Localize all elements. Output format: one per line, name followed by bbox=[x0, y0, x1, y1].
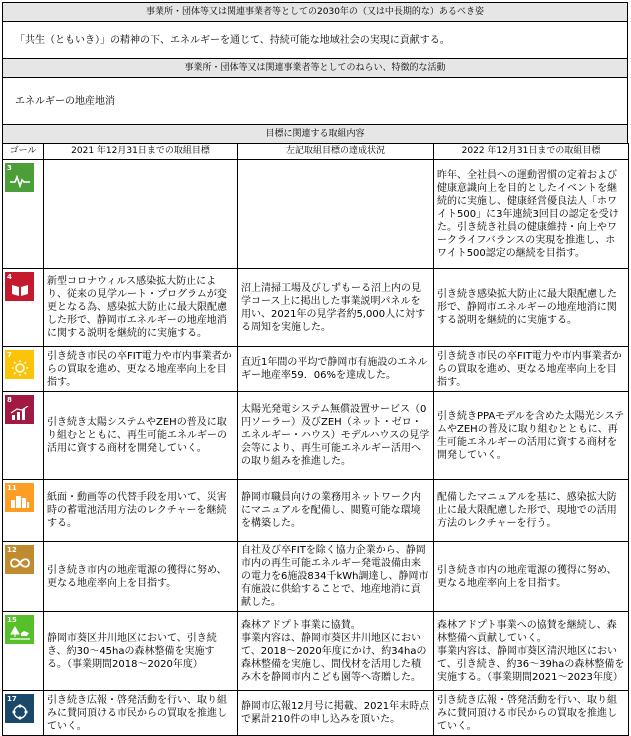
status-cell: 森林アドプト事業に協賛。 事業内容は、静岡市葵区井川地区において、2018～2020年度にかけ、約34haの森林整備を実施し、間伐材を活用した積み木を静岡市内こども園等へ寄贈した。 bbox=[238, 612, 434, 691]
target-2022-cell: 昨年、全社員への運動習慣の定着および健康意識向上を目的としたイベントを継続的に実施し、健康経営優良法人「ホワイト500」に3年連続3回目の認定を受けた。引き続き社員の健康維持・向上やワークライフバランスの実現を推進し、ホワイト500認定の継続を目指す。 bbox=[434, 160, 629, 269]
targets-heading: 目標に関連する取組内容 bbox=[2, 124, 628, 143]
target-2022-cell: 引き続き感染拡大防止に最大限配慮した形で、静岡市エネルギーの地産地消に関する説明を継続的に実施する。 bbox=[434, 269, 629, 347]
target-2022-cell: 森林アドプト事業への協賛を継続し、森林整備へ貢献していく。 事業内容は、静岡市葵区清沢地区において、引き続き、約36～39haの森林整備を実施する。（事業期間2021～2023年度） bbox=[434, 612, 629, 691]
table-row bbox=[3, 392, 629, 480]
status-cell: 直近1年間の平均で静岡市有施設のエネルギー地産率59．06%を達成した。 bbox=[238, 347, 434, 392]
target-2021-cell bbox=[44, 160, 238, 269]
target-2021-cell: 新型コロナウィルス感染拡大防止により、従来の見学ルート・プログラムが変更となる為、感染拡大防止に最大限配慮した形で、静岡市エネルギーの地産地消に関する説明を継続的に実施する。 bbox=[44, 269, 238, 347]
goal-cell bbox=[3, 347, 44, 392]
aims-heading: 事業所・団体等又は関連事業者等としてのねらい、特徴的な活動 bbox=[2, 58, 628, 77]
status-cell: 太陽光発電システム無償設置サービス（0円ソーラー）及びZEH（ネット・ゼロ・エネルギー・ハウス）モデルハウスの見学会等により、再生可能エネルギー活用への取り組みを推進した。 bbox=[238, 392, 434, 480]
status-cell: 自社及び卒FITを除く協力企業から、静岡市内の再生可能エネルギー発電設備由来の電力を6施設834千kWh調達し、静岡市有施設に供給することで、地産地消に貢献した。 bbox=[238, 542, 434, 612]
table-row bbox=[3, 160, 629, 269]
target-2021-cell: 引き続き市民の卒FIT電力や市内事業者からの買取を進め、更なる地産率向上を目指す。 bbox=[44, 347, 238, 392]
goal-cell bbox=[3, 392, 44, 480]
table-row bbox=[3, 347, 629, 392]
goal-cell bbox=[3, 542, 44, 612]
target-2022-cell: 配備したマニュアルを基に、感染拡大防止に最大限配慮した形で、現地での活用方法のレクチャーを行う。 bbox=[434, 480, 629, 542]
partnerships-icon: 17 bbox=[5, 694, 34, 723]
goal-cell bbox=[3, 269, 44, 347]
col-header-2021: 2021 年12月31日までの取組目標 bbox=[44, 144, 238, 160]
vision-body: 「共生（ともいき）」の精神の下、エネルギーを通じて、持続可能な地域社会の実現に貢献する。 bbox=[2, 21, 628, 58]
aims-body: エネルギーの地産地消 bbox=[2, 77, 628, 124]
vision-heading: 事業所・団体等又は関連事業者等としての2030年の（又は中長期的な）あるべき姿 bbox=[2, 2, 628, 21]
target-2021-cell: 紙面・動画等の代替手段を用いて、災害時の蓄電池活用方法のレクチャーを継続する。 bbox=[44, 480, 238, 542]
target-2021-cell: 引き続き市内の地産電源の獲得に努め、更なる地産率向上を目指す。 bbox=[44, 542, 238, 612]
col-header-goal: ゴール bbox=[3, 144, 44, 160]
status-cell bbox=[238, 160, 434, 269]
sustainable-cities-icon: 11 bbox=[5, 483, 34, 512]
col-header-2022: 2022 年12月31日までの取組目標 bbox=[434, 144, 629, 160]
target-2021-cell: 静岡市葵区井川地区において、引き続き、約30～45haの森林整備を実施する。（事業期間2018～2020年度） bbox=[44, 612, 238, 691]
economic-growth-icon: 8 bbox=[5, 395, 34, 424]
life-on-land-icon: 15 bbox=[5, 615, 34, 644]
status-cell: 静岡市職員向けの業務用ネットワーク内にマニュアルを配備し、閲覧可能な環境を構築した。 bbox=[238, 480, 434, 542]
table-row bbox=[3, 269, 629, 347]
clean-energy-icon: 7 bbox=[5, 350, 34, 379]
table-header-row bbox=[3, 144, 629, 160]
table-row bbox=[3, 542, 629, 612]
goal-cell bbox=[3, 612, 44, 691]
quality-education-icon: 4 bbox=[5, 272, 34, 301]
targets-table bbox=[2, 143, 629, 736]
target-2021-cell: 引き続き広報・啓発活動を行い、取り組みに賛同頂ける市民からの買取を推進していく。 bbox=[44, 691, 238, 736]
target-2022-cell: 引き続き市内の地産電源の獲得に努め、更なる地産率向上を目指す。 bbox=[434, 542, 629, 612]
status-cell: 沼上清掃工場及びしずもーる沼上内の見学コース上に掲出した事業説明パネルを用い、2021年の見学者約5,000人に対する周知を実施した。 bbox=[238, 269, 434, 347]
target-2022-cell: 引き続き市民の卒FIT電力や市内事業者からの買取を進め、更なる地産率向上を目指す。 bbox=[434, 347, 629, 392]
table-row bbox=[3, 612, 629, 691]
goal-cell bbox=[3, 480, 44, 542]
report-sheet bbox=[2, 2, 628, 736]
target-2022-cell: 引き続き広報・啓発活動を行い、取り組みに賛同頂ける市民からの買取を推進していく。 bbox=[434, 691, 629, 736]
target-2021-cell: 引き続き太陽システムやZEHの普及に取り組むとともに、再生可能エネルギーの活用に資する商材を開発していく。 bbox=[44, 392, 238, 480]
col-header-status: 左記取組目標の達成状況 bbox=[238, 144, 434, 160]
target-2022-cell: 引き続きPPAモデルを含めた太陽光システムやZEHの普及に取り組むとともに、再生可能エネルギーの活用に資する商材を開発していく。 bbox=[434, 392, 629, 480]
goal-cell bbox=[3, 160, 44, 269]
table-row bbox=[3, 480, 629, 542]
responsible-consumption-icon: 12 bbox=[5, 545, 34, 574]
status-cell: 静岡市広報12月号に掲載、2021年末時点で累計210件の申し込みを頂いた。 bbox=[238, 691, 434, 736]
good-health-icon: 3 bbox=[5, 163, 34, 192]
